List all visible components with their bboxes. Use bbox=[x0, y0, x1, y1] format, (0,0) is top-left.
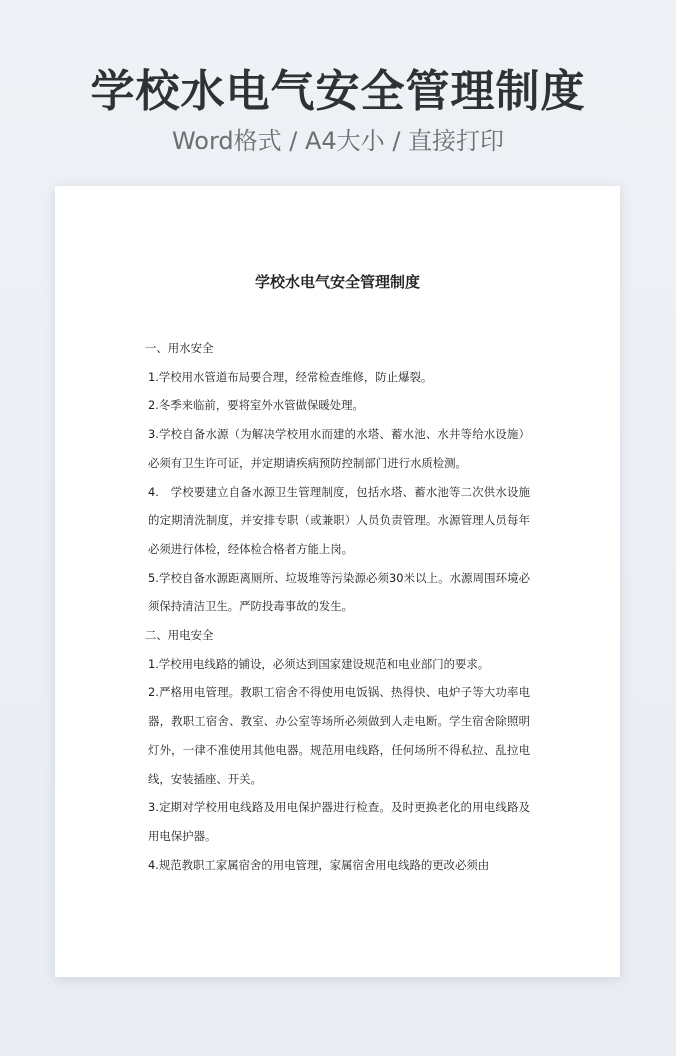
paragraph-water-1: 1.学校用水管道布局要合理，经常检查维修，防止爆裂。 bbox=[148, 369, 433, 384]
section-heading-water: 一、用水安全 bbox=[145, 341, 214, 355]
document-body bbox=[145, 334, 530, 879]
paragraph-electricity-3: 3.定期对学校用电线路及用电保护器进行检查。及时更换老化的用电线路及用电保护器。 bbox=[148, 800, 530, 843]
paragraph-electricity-1: 1.学校用电线路的铺设，必须达到国家建设规范和电业部门的要求。 bbox=[148, 656, 490, 671]
paragraph-water-2: 2.冬季来临前，要将室外水管做保暖处理。 bbox=[148, 398, 364, 413]
paragraph-water-4: 4. 学校要建立自备水源卫生管理制度，包括水塔、蓄水池等二次供水设施的定期清洗制度，并安排专职（或兼职）人员负责管理。水源管理人员每年必须进行体检，经体检合格者方能上岗。 bbox=[148, 484, 530, 556]
page-header bbox=[0, 62, 676, 158]
document-page bbox=[55, 186, 620, 977]
paragraph-electricity-2: 2.严格用电管理。教职工宿舍不得使用电饭锅、热得快、电炉子等大功率电器，教职工宿舍、教室、办公室等场所必须做到人走电断。学生宿舍除照明灯外，一律不准使用其他电器。规范用电线路，任何场所不得私拉、乱拉电线，安装插座、开关。 bbox=[148, 685, 530, 786]
document-title: 学校水电气安全管理制度 bbox=[254, 273, 420, 291]
main-title: 学校水电气安全管理制度 bbox=[90, 66, 586, 117]
paragraph-electricity-4: 4.规范教职工家属宿舍的用电管理，家属宿舍用电线路的更改必须由 bbox=[148, 857, 490, 872]
section-heading-electricity: 二、用电安全 bbox=[145, 628, 214, 643]
paragraph-water-3: 3.学校自备水源（为解决学校用水而建的水塔、蓄水池、水井等给水设施）必须有卫生许可证，并定期请疾病预防控制部门进行水质检测。 bbox=[148, 427, 530, 470]
paragraph-water-5: 5.学校自备水源距离厕所、垃圾堆等污染源必须30米以上。水源周围环境必须保持清洁卫生。严防投毒事故的发生。 bbox=[148, 570, 530, 614]
format-subtitle: Word格式 / A4大小 / 直接打印 bbox=[171, 127, 505, 155]
